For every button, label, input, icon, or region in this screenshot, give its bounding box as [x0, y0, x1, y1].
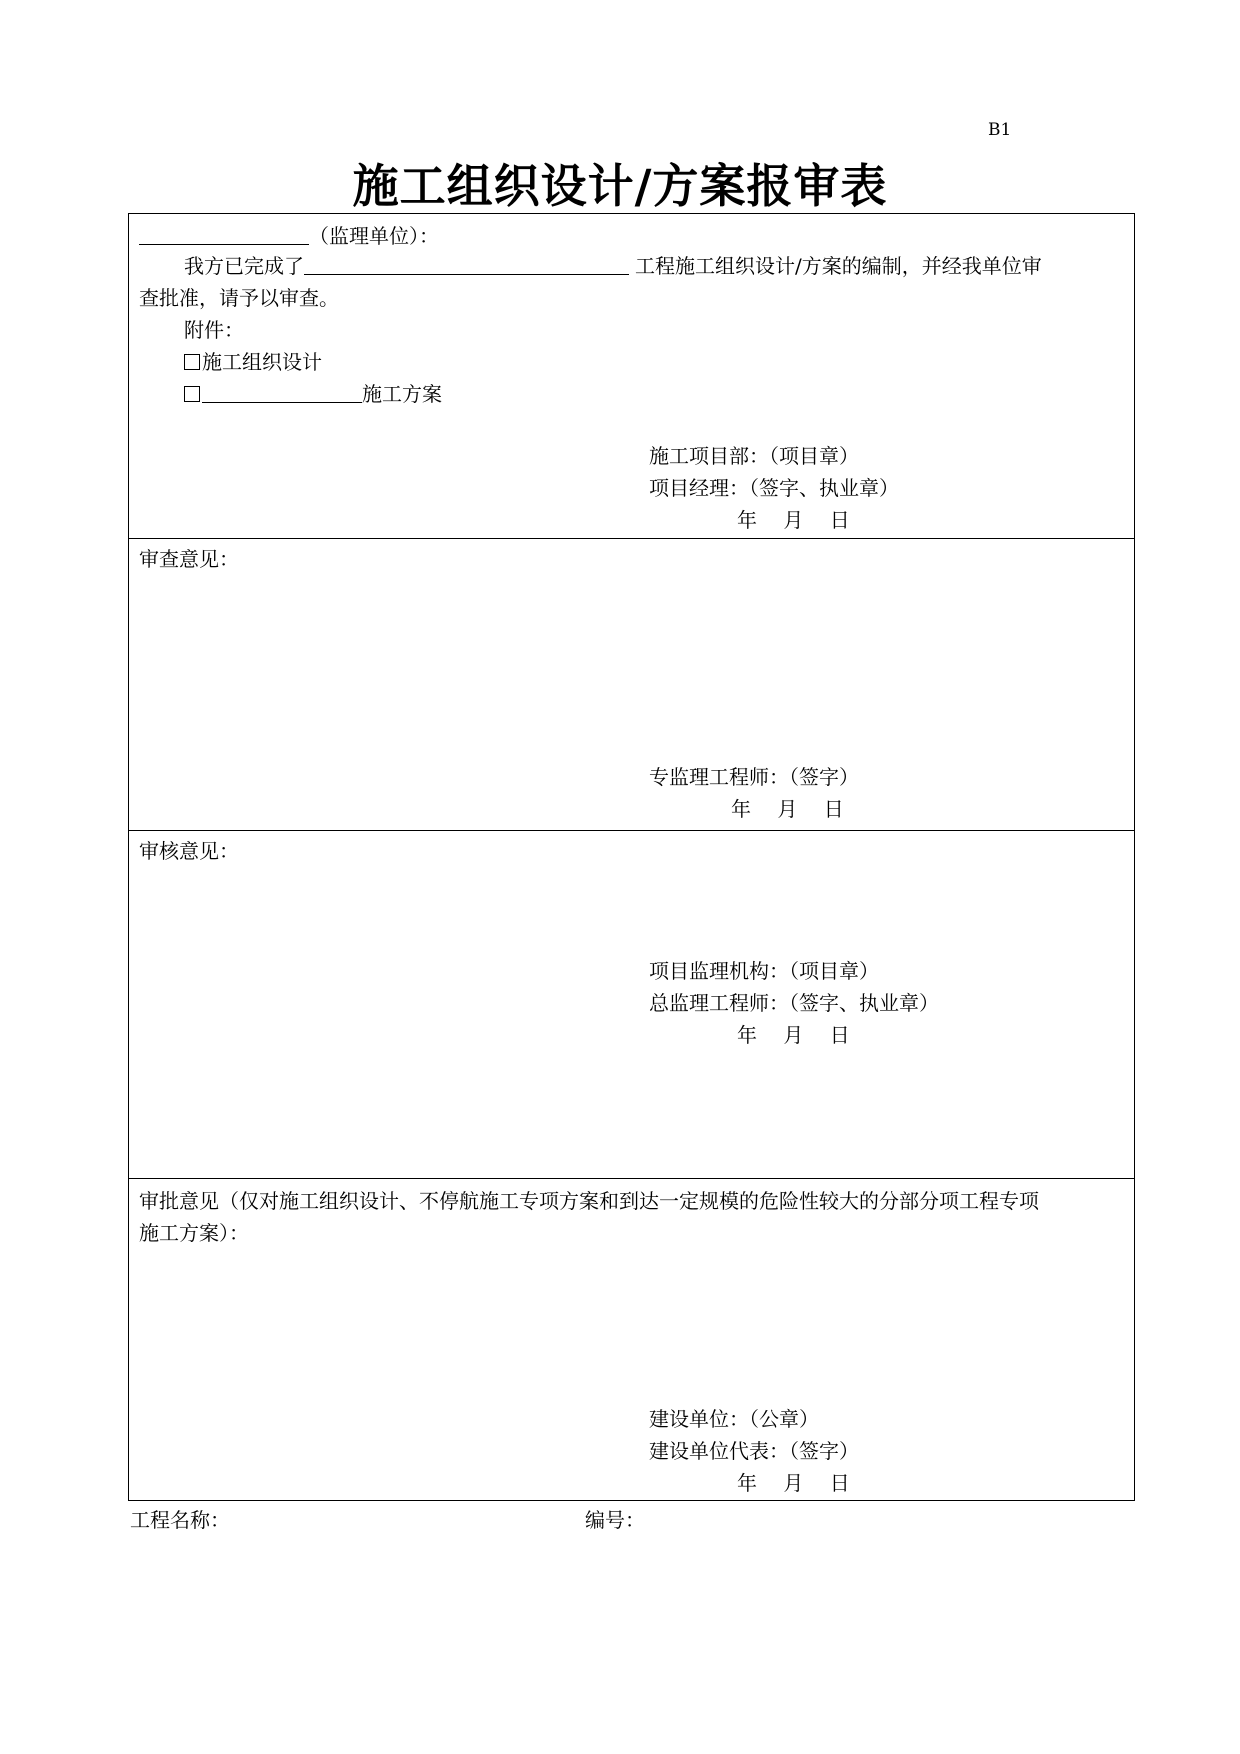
audit-section [129, 831, 1134, 1179]
footer-project-name: 工程名称： [130, 1508, 230, 1532]
review-label: 审查意见： [139, 547, 239, 571]
supervision-unit-blank[interactable] [139, 224, 309, 245]
sign-construction-rep: 建设单位代表：（签字） [649, 1439, 859, 1463]
option1-label: 施工组织设计 [202, 350, 322, 374]
option2-label: 施工方案 [362, 382, 442, 406]
date-line: 年 月 日 [737, 1023, 850, 1047]
attachment-option-plan[interactable] [184, 380, 442, 408]
approval-label-line2: 施工方案）： [139, 1221, 249, 1245]
project-name-blank[interactable] [304, 254, 629, 275]
approval-form [128, 213, 1135, 1501]
body-suffix: 工程施工组织设计/方案的编制，并经我单位审 [635, 254, 1042, 278]
approval-label-line1: 审批意见（仅对施工组织设计、不停航施工专项方案和到达一定规模的危险性较大的分部分项工程专项 [139, 1189, 1039, 1213]
audit-label: 审核意见： [139, 839, 239, 863]
sign-supervision-org: 项目监理机构：（项目章） [649, 959, 879, 983]
attachment-option-org-design[interactable] [184, 348, 322, 376]
plan-name-blank[interactable] [202, 382, 362, 403]
body-line2: 查批准，请予以审查。 [139, 286, 339, 310]
checkbox-icon[interactable] [184, 386, 200, 402]
sign-specialist-engineer: 专监理工程师：（签字） [649, 765, 859, 789]
addressee-label: （监理单位）： [309, 224, 439, 248]
footer-number: 编号： [585, 1508, 645, 1532]
checkbox-icon[interactable] [184, 354, 200, 370]
body-prefix: 我方已完成了 [184, 254, 304, 278]
sign-project-dept: 施工项目部：（项目章） [649, 444, 859, 468]
date-line: 年 月 日 [737, 1471, 850, 1495]
sign-construction-unit: 建设单位：（公章） [649, 1407, 819, 1431]
attachment-label: 附件： [184, 318, 244, 342]
page-title: 施工组织设计/方案报审表 [352, 159, 888, 213]
submission-section [129, 214, 1134, 539]
date-line: 年 月 日 [731, 797, 844, 821]
date-line: 年 月 日 [737, 508, 850, 532]
sign-chief-engineer: 总监理工程师：（签字、执业章） [649, 991, 939, 1015]
form-code: B1 [988, 120, 1012, 140]
sign-project-manager: 项目经理：（签字、执业章） [649, 476, 899, 500]
approval-section [129, 1179, 1134, 1500]
review-section [129, 539, 1134, 831]
